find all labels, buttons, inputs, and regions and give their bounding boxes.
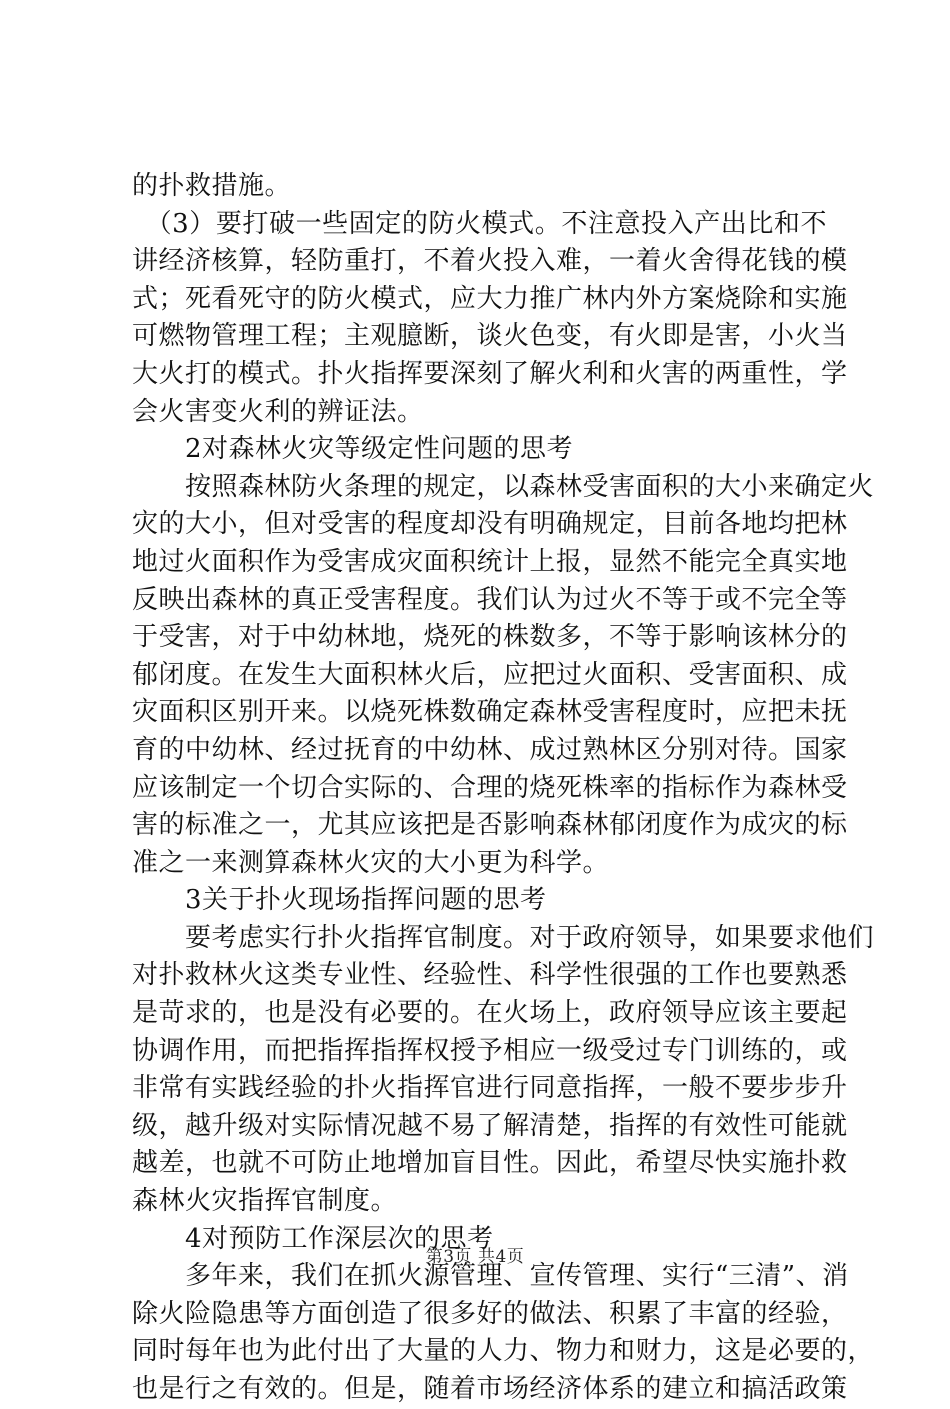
text-line: 地过火面积作为受害成灾面积统计上报，显然不能完全真实地 — [132, 546, 848, 577]
text-line: 要考虑实行扑火指挥官制度。对于政府领导，如果要求他们 — [132, 922, 875, 953]
text-line: 非常有实践经验的扑火指挥官进行同意指挥，一般不要步步升 — [132, 1073, 848, 1104]
text-line: 于受害，对于中幼林地，烧死的株数多，不等于影响该林分的 — [132, 622, 848, 653]
text-line: 应该制定一个切合实际的、合理的烧死株率的指标作为森林受 — [132, 772, 848, 803]
text-line: 级，越升级对实际情况越不易了解清楚，指挥的有效性可能就 — [132, 1110, 848, 1141]
text-line: 多年来，我们在抓火源管理、宣传管理、实行“三清”、消 — [132, 1261, 849, 1292]
text-line: 同时每年也为此付出了大量的人力、物力和财力，这是必要的， — [132, 1336, 875, 1367]
text-line: 越差，也就不可防止地增加盲目性。因此，希望尽快实施扑救 — [132, 1148, 848, 1179]
text-line: 讲经济核算，轻防重打，不着火投入难，一着火舍得花钱的模 — [132, 246, 848, 277]
text-line: 育的中幼林、经过抚育的中幼林、成过熟林区分别对待。国家 — [132, 734, 848, 765]
text-line: 害的标准之一，尤其应该把是否影响森林郁闭度作为成灾的标 — [132, 810, 848, 841]
text-line: 准之一来测算森林火灾的大小更为科学。 — [132, 847, 610, 878]
text-line: 除火险隐患等方面创造了很多好的做法、积累了丰富的经验， — [132, 1298, 848, 1329]
text-line: 是苛求的，也是没有必要的。在火场上，政府领导应该主要起 — [132, 998, 848, 1029]
text-line: 可燃物管理工程；主观臆断，谈火色变，有火即是害，小火当 — [132, 321, 848, 352]
text-line: 灾的大小，但对受害的程度却没有明确规定，目前各地均把林 — [132, 509, 848, 540]
text-line: （3）要打破一些固定的防火模式。不注意投入产出比和不 — [132, 208, 827, 239]
body-text — [132, 168, 875, 1409]
page-number-footer: 第3页 共4页 — [425, 1247, 525, 1267]
section-heading: 4对预防工作深层次的思考 — [132, 1223, 494, 1254]
text-line: 协调作用，而把指挥指挥权授予相应一级受过专门训练的，或 — [132, 1035, 848, 1066]
text-line: 的扑救措施。 — [132, 171, 292, 201]
text-line: 郁闭度。在发生大面积林火后，应把过火面积、受害面积、成 — [132, 659, 848, 690]
text-line: 也是行之有效的。但是，随着市场经济体系的建立和搞活政策 — [132, 1374, 848, 1404]
text-line: 式；死看死守的防火模式，应大力推广林内外方案烧除和实施 — [132, 283, 848, 314]
text-line: 森林火灾指挥官制度。 — [132, 1186, 398, 1217]
text-line: 对扑救林火这类专业性、经验性、科学性很强的工作也要熟悉 — [132, 960, 848, 991]
text-line: 大火打的模式。扑火指挥要深刻了解火利和火害的两重性，学 — [132, 358, 848, 389]
text-line: 反映出森林的真正受害程度。我们认为过火不等于或不完全等 — [132, 584, 848, 615]
text-line: 灾面积区别开来。以烧死株数确定森林受害程度时，应把未抚 — [132, 697, 848, 728]
text-line: 按照森林防火条理的规定，以森林受害面积的大小来确定火 — [132, 471, 875, 502]
section-heading: 2对森林火灾等级定性问题的思考 — [132, 434, 574, 465]
section-heading: 3关于扑火现场指挥问题的思考 — [132, 885, 547, 916]
text-line: 会火害变火利的辨证法。 — [132, 396, 424, 427]
